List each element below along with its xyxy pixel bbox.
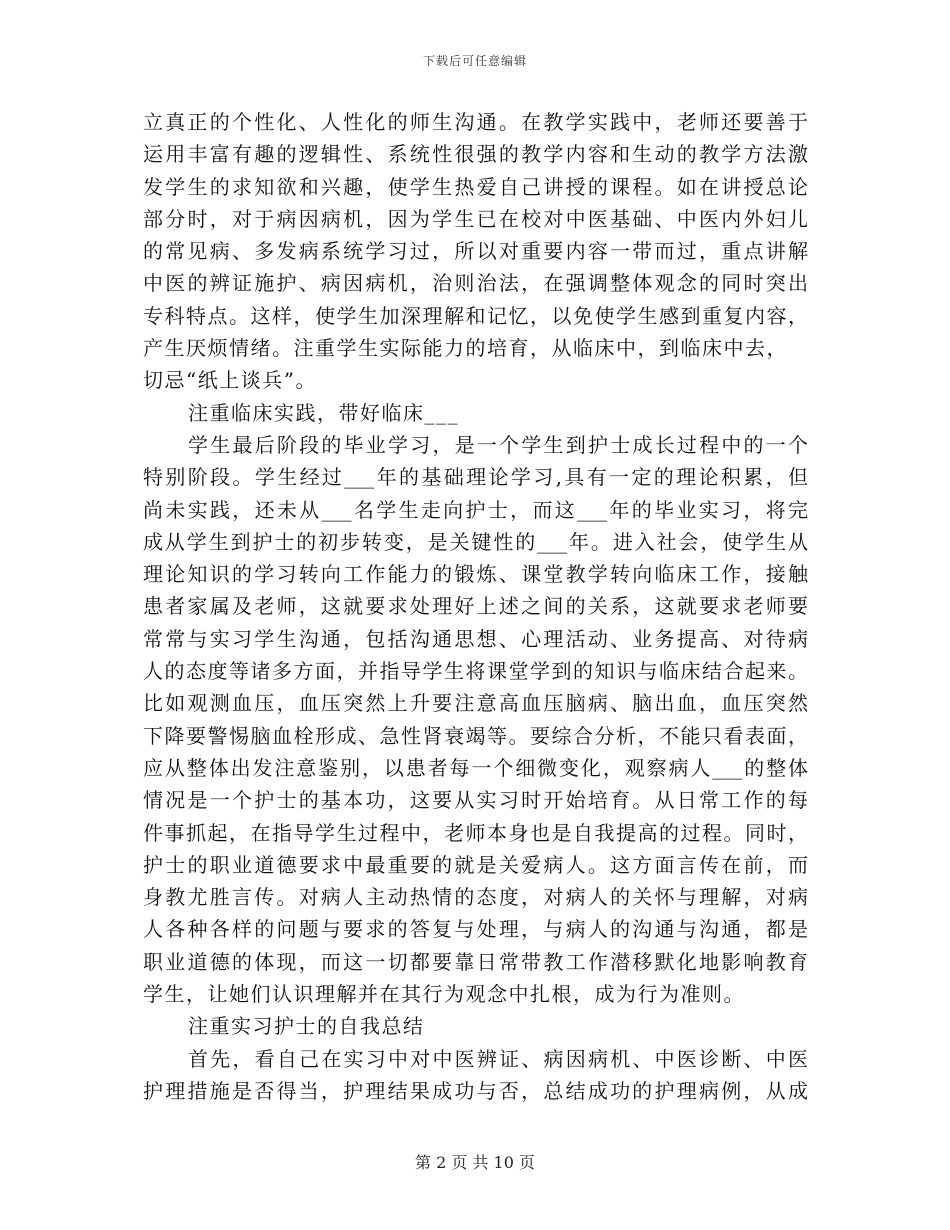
body-line: 身教尤胜言传。对病人主动热情的态度，对病人的关怀与理解，对病	[143, 885, 808, 910]
body-line: 人各种各样的问题与要求的答复与处理，与病人的沟通与沟通，都是	[143, 917, 808, 942]
body-line: 成从学生到护士的初步转变，是关键性的___年。进入社会，使学生从	[143, 529, 808, 554]
body-line: 特别阶段。学生经过___年的基础理论学习,具有一定的理论积累，但	[143, 465, 808, 490]
page-footer: 第 2 页 共 10 页	[415, 1153, 535, 1172]
body-line: 应从整体出发注意鉴别，以患者每一个细微变化，观察病人___的整体	[143, 755, 808, 780]
body-line: 的常见病、多发病系统学习过，所以对重要内容一带而过，重点讲解	[143, 239, 808, 264]
body-line: 护理措施是否得当，护理结果成功与否，总结成功的护理病例，从成	[143, 1078, 808, 1103]
body-line: 发学生的求知欲和兴趣，使学生热爱自己讲授的课程。如在讲授总论	[143, 174, 808, 199]
body-line: 学生最后阶段的毕业学习，是一个学生到护士成长过程中的一个	[188, 432, 808, 457]
body-line: 件事抓起，在指导学生过程中，老师本身也是自我提高的过程。同时，	[143, 820, 808, 845]
page-header: 下载后可任意编辑	[422, 54, 527, 68]
body-line: 下降要警惕脑血栓形成、急性肾衰竭等。要综合分析，不能只看表面，	[143, 723, 808, 748]
body-line: 运用丰富有趣的逻辑性、系统性很强的教学内容和生动的教学方法激	[143, 142, 808, 167]
body-line: 理论知识的学习转向工作能力的锻炼、课堂教学转向临床工作，接触	[143, 562, 808, 587]
body-line: 人的态度等诸多方面，并指导学生将课堂学到的知识与临床结合起来。	[143, 659, 808, 684]
document-body	[143, 106, 808, 1107]
body-line: 学生，让她们认识理解并在其行为观念中扎根，成为行为准则。	[143, 982, 745, 1007]
body-line: 立真正的个性化、人性化的师生沟通。在教学实践中，老师还要善于	[143, 110, 808, 134]
body-line: 职业道德的体现，而这一切都要靠日常带教工作潜移默化地影响教育	[143, 949, 808, 974]
section-heading: 注重实习护士的自我总结	[188, 1014, 425, 1039]
body-line: 专科特点。这样，使学生加深理解和记忆，以免使学生感到重复内容，	[143, 303, 808, 328]
body-line: 情况是一个护士的基本功，这要从实习时开始培育。从日常工作的每	[143, 788, 808, 813]
body-line: 护士的职业道德要求中最重要的就是关爱病人。这方面言传在前，而	[143, 852, 808, 877]
body-line: 中医的辨证施护、病因病机，治则治法，在强调整体观念的同时突出	[143, 271, 808, 296]
body-line: 比如观测血压，血压突然上升要注意高血压脑病、脑出血，血压突然	[143, 691, 808, 716]
body-line: 部分时，对于病因病机，因为学生已在校对中医基础、中医内外妇儿	[143, 206, 808, 231]
body-line: 产生厌烦情绪。注重学生实际能力的培育，从临床中，到临床中去，	[143, 336, 788, 361]
section-heading: 注重临床实践，带好临床___	[188, 400, 459, 425]
body-line: 患者家属及老师，这就要求处理好上述之间的关系，这就要求老师要	[143, 594, 808, 619]
body-line: 尚未实践，还未从___名学生走向护士，而这___年的毕业实习，将完	[143, 497, 808, 522]
body-line: 常常与实习学生沟通，包括沟通思想、心理活动、业务提高、对待病	[143, 626, 808, 651]
body-line: 首先，看自己在实习中对中医辨证、病因病机、中医诊断、中医	[188, 1046, 808, 1071]
body-line: 切忌“纸上谈兵”。	[143, 368, 317, 393]
